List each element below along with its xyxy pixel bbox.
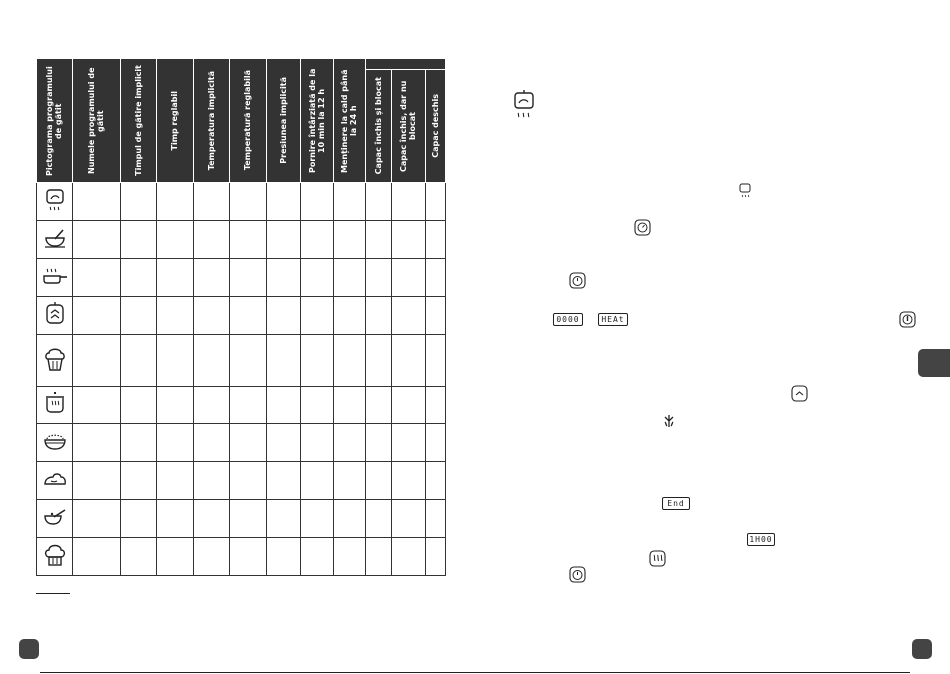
header-default-time: Timpul de gătire implicit (121, 59, 157, 183)
chef-hat-icon (37, 538, 73, 576)
pressure-icon (791, 385, 808, 402)
dessert-bowl-icon (37, 500, 73, 538)
footnote-divider (36, 593, 70, 594)
pressure-cooker-icon (37, 297, 73, 335)
rice-bowl-icon (37, 424, 73, 462)
frying-pan-icon (37, 259, 73, 297)
steam-meat-icon (738, 182, 752, 198)
bottom-rule (40, 672, 910, 673)
lcd-display-time: 1H00 (747, 533, 775, 546)
table-row (37, 538, 446, 576)
header-keep-warm: Menținere la cald până la 24 h (334, 59, 366, 183)
table-row (37, 462, 446, 500)
lcd-display-heat: HEAt (598, 313, 628, 326)
table-row (37, 335, 446, 387)
table-row (37, 500, 446, 538)
timer-icon (569, 272, 586, 289)
lcd-display-zero: 0000 (553, 313, 583, 326)
header-lid-group (366, 59, 446, 70)
header-pictogram: Pictograma programului de gătit (37, 59, 73, 183)
table-row (37, 221, 446, 259)
table-row (37, 183, 446, 221)
header-lid-open: Capac deschis (426, 70, 446, 183)
page-marker-left (19, 639, 39, 659)
header-program-name: Numele programului de gătit (73, 59, 121, 183)
section-tab (918, 349, 950, 377)
lcd-display-end: End (662, 497, 690, 510)
thermometer-icon (899, 311, 916, 328)
timer-icon (634, 219, 651, 236)
header-delayed-start: Pornire întârziată de la 10 min la 12 h (301, 59, 334, 183)
header-adjustable-temperature: Temperatură reglabilă (230, 59, 267, 183)
header-lid-closed-unlocked: Capac închis, dar nu blocat (392, 70, 426, 183)
table-row (37, 297, 446, 335)
timer-icon (569, 566, 586, 583)
keep-warm-icon (649, 550, 666, 567)
page-marker-right (912, 639, 932, 659)
header-adjustable-time: Timp reglabil (157, 59, 194, 183)
steam-meat-icon (512, 90, 536, 122)
dough-icon (37, 462, 73, 500)
header-lid-closed-locked: Capac închis și blocat (366, 70, 392, 183)
soup-bowl-icon (37, 221, 73, 259)
program-table (36, 58, 446, 576)
steam-release-icon (662, 413, 676, 429)
header-default-pressure: Presiunea implicită (267, 59, 301, 183)
header-default-temperature: Temperatura implicită (194, 59, 230, 183)
steam-meat-icon (37, 183, 73, 221)
pot-steam-icon (37, 387, 73, 424)
table-row (37, 387, 446, 424)
table-row (37, 259, 446, 297)
table-row (37, 424, 446, 462)
muffin-icon (37, 335, 73, 387)
